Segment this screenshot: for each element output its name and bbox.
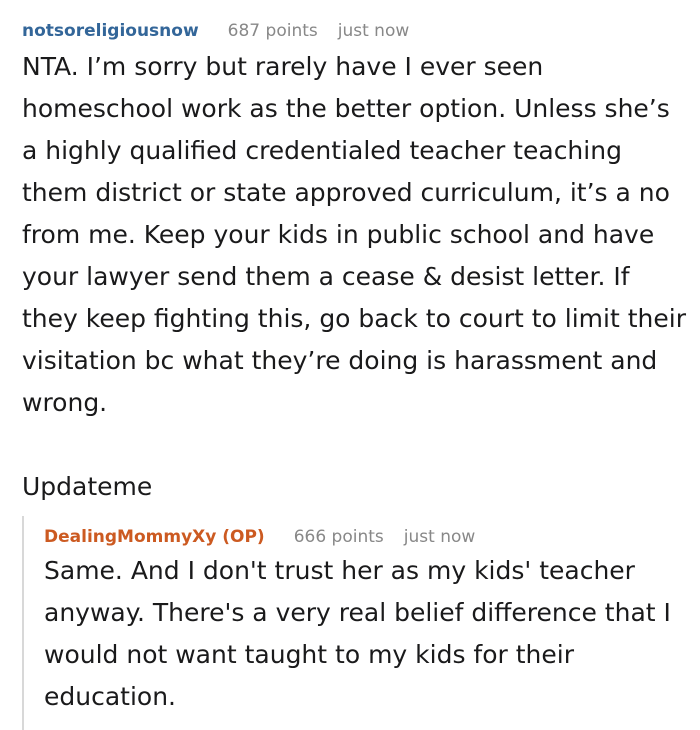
comment-paragraph: NTA. I’m sorry but rarely have I ever seen homeschool work as the better option. Unless she’s a highly qualified credentialed teacher teaching them district or state approved curriculum, it’s a no from me. Keep your kids in public school and have your lawyer send them a cease & desist letter. If they keep fighting this, go back to court to limit their visitation bc what they’re doing is harassment and wrong.: [22, 52, 686, 417]
reply-author-link[interactable]: DealingMommyXy (OP): [44, 527, 265, 547]
reply-points: 666 points: [293, 527, 384, 547]
comment-author-link[interactable]: notsoreligiousnow: [22, 21, 199, 41]
reply-timestamp: just now: [403, 527, 476, 547]
reply-comment: [22, 516, 692, 730]
comment-paragraph: Updateme: [22, 472, 153, 501]
comment-meta: [22, 20, 690, 42]
reply-meta: [44, 526, 692, 548]
comment-timestamp: just now: [337, 21, 410, 41]
reply-body: Same. And I don't trust her as my kids' teacher anyway. There's a very real belief difference that I would not want taught to my kids for their education.: [44, 556, 671, 711]
paragraph-spacer: [22, 424, 690, 466]
comment-points: 687 points: [227, 21, 318, 41]
comment-body: [22, 46, 690, 508]
